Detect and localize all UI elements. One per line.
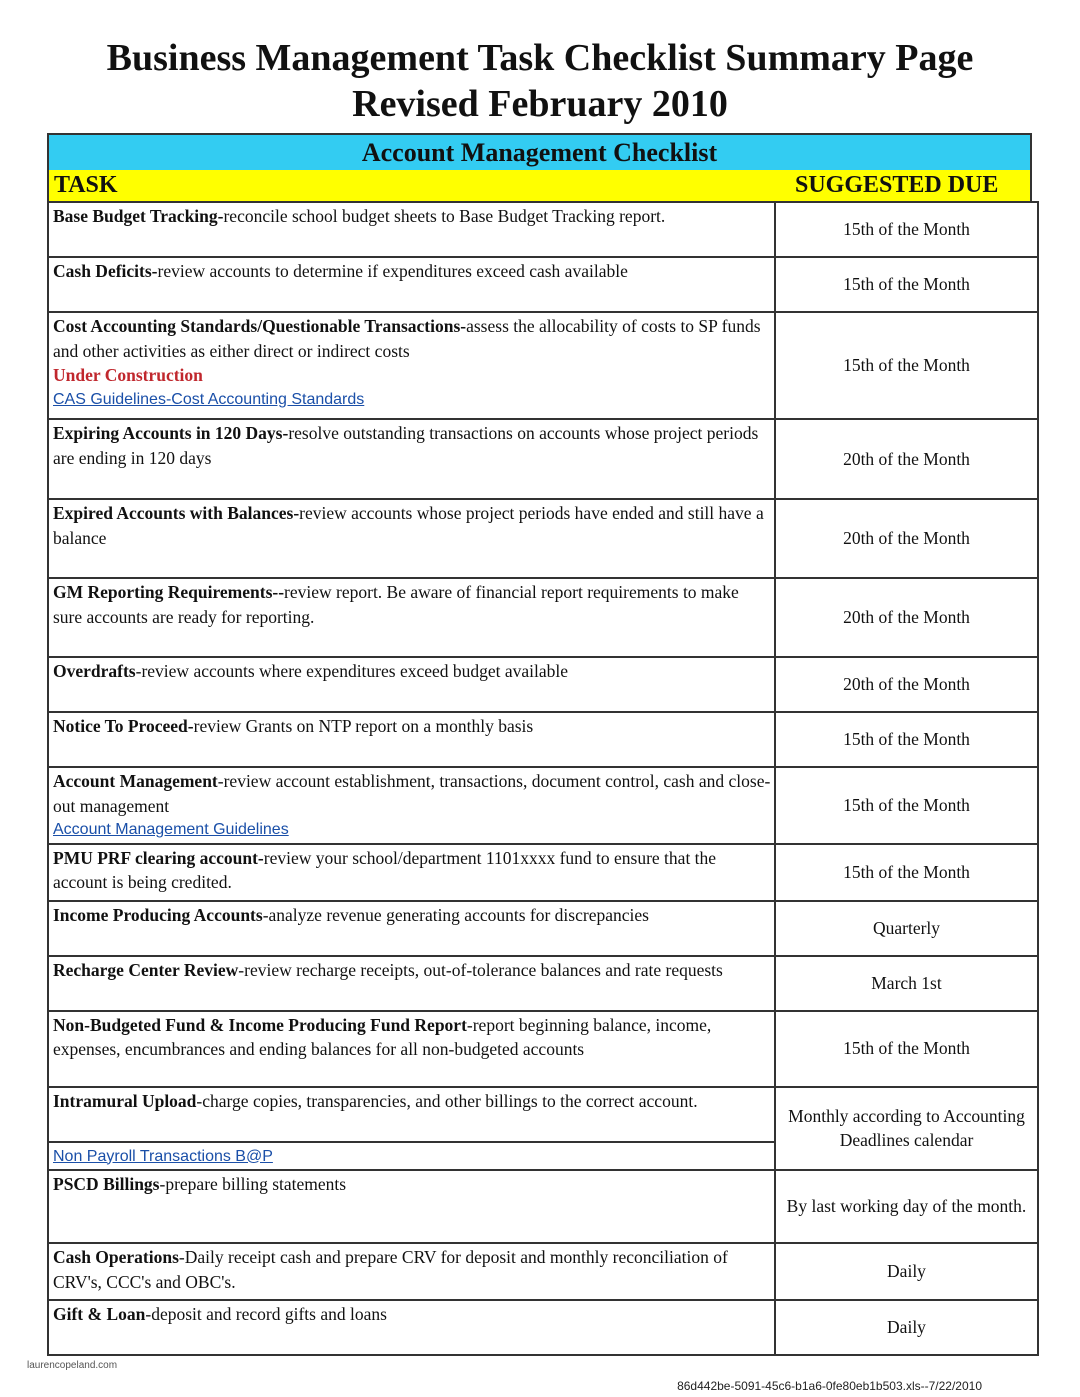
guideline-link[interactable]: CAS Guidelines-Cost Accounting Standards [53, 390, 365, 408]
task-name: Gift & Loan [53, 1304, 146, 1324]
task-description: review your school/department 1101xxxx fund to ensure that the account is being credited. [53, 847, 717, 892]
due-cell: Monthly according to Accounting Deadlines calendar [775, 1087, 1038, 1171]
task-cell [48, 499, 775, 578]
task-cell [48, 1087, 775, 1142]
due-cell: 15th of the Month [775, 712, 1038, 767]
file-reference: 86d442be-5091-45c6-b1a6-0fe80eb1b503.xls--7/22/2010 [677, 1379, 982, 1393]
task-cell [48, 419, 775, 499]
table-row [48, 499, 1038, 578]
table-row [48, 419, 1038, 499]
task-cell [48, 901, 775, 956]
task-name: Expired Accounts with Balances- [53, 503, 300, 523]
table-row [48, 901, 1038, 956]
task-description: reconcile school budget sheets to Base Budget Tracking report. [223, 206, 666, 226]
task-cell [48, 844, 775, 901]
task-name: Account Management [53, 771, 218, 791]
task-cell [48, 312, 775, 419]
due-cell: 20th of the Month [775, 499, 1038, 578]
due-cell: 15th of the Month [775, 767, 1038, 844]
due-cell: 15th of the Month [775, 257, 1038, 312]
task-cell [48, 956, 775, 1011]
due-cell: March 1st [775, 956, 1038, 1011]
due-cell: Daily [775, 1243, 1038, 1300]
checklist-sheet [47, 133, 1032, 1356]
task-cell [48, 1011, 775, 1087]
table-row [48, 257, 1038, 312]
task-name: Cash Deficits- [53, 261, 158, 281]
guideline-link[interactable]: Account Management Guidelines [53, 821, 289, 838]
due-cell: 20th of the Month [775, 657, 1038, 712]
task-cell [48, 1300, 775, 1355]
task-description: review report. Be aware of financial report requirements to make sure accounts are ready for reporting. [53, 582, 739, 627]
table-row [48, 1243, 1038, 1300]
table-row [48, 312, 1038, 419]
task-description: -review account establishment, transactions, document control, cash and close-out management [53, 771, 771, 816]
table-row [48, 578, 1038, 657]
table-row [48, 657, 1038, 712]
task-cell [48, 1170, 775, 1243]
task-description: assess the allocability of costs to SP funds and other activities as either direct or indirect costs [53, 316, 761, 361]
task-cell [48, 657, 775, 712]
column-header-task: TASK [54, 172, 118, 198]
page-title: Business Management Task Checklist Summary Page [106, 37, 974, 79]
task-cell [48, 767, 775, 844]
task-description: review accounts to determine if expenditures exceed cash available [157, 261, 628, 281]
task-cell [48, 202, 775, 257]
task-name: GM Reporting Requirements-- [53, 582, 285, 602]
task-name: Base Budget Tracking- [53, 206, 224, 226]
table-row [48, 767, 1038, 844]
task-description: -deposit and record gifts and loans [145, 1304, 387, 1324]
task-cell [48, 257, 775, 312]
task-name: Income Producing Accounts [53, 904, 263, 925]
task-description: -prepare billing statements [159, 1174, 347, 1194]
table-row [48, 202, 1038, 257]
task-description: -review recharge receipts, out-of-tolerance balances and rate requests [238, 959, 723, 980]
table-row [48, 712, 1038, 767]
due-cell: 20th of the Month [775, 419, 1038, 499]
due-cell: 15th of the Month [775, 844, 1038, 901]
table-row [48, 1011, 1038, 1087]
task-description: -Daily receipt cash and prepare CRV for deposit and monthly reconciliation of CRV's, CCC's and OBC's. [53, 1247, 728, 1292]
task-name: Intramural Upload [53, 1090, 197, 1111]
task-name: PSCD Billings [53, 1174, 160, 1194]
task-description: -analyze revenue generating accounts for discrepancies [262, 904, 649, 925]
section-header: Account Management Checklist [47, 133, 1032, 170]
due-cell: Daily [775, 1300, 1038, 1355]
due-cell: 15th of the Month [775, 312, 1038, 419]
page-subtitle: Revised February 2010 [352, 83, 728, 125]
task-cell [48, 578, 775, 657]
due-cell: 20th of the Month [775, 578, 1038, 657]
guideline-link[interactable]: Non Payroll Transactions B@P [53, 1147, 273, 1165]
task-name: Cost Accounting Standards/Questionable Transactions- [53, 316, 467, 336]
link-cell [48, 1142, 775, 1171]
task-description: -charge copies, transparencies, and other billings to the correct account. [196, 1090, 698, 1111]
task-cell [48, 1243, 775, 1300]
task-description: resolve outstanding transactions on accounts whose project periods are ending in 120 days [53, 423, 759, 468]
task-cell [48, 712, 775, 767]
task-name: Cash Operations [53, 1247, 179, 1267]
task-name: Notice To Proceed- [53, 716, 194, 736]
status-note: Under Construction [53, 365, 203, 385]
task-name: Overdrafts [53, 661, 136, 681]
table-row [48, 1087, 1038, 1142]
task-description: -review accounts where expenditures exceed budget available [135, 661, 569, 681]
checklist-table [47, 201, 1039, 1356]
due-cell: Quarterly [775, 901, 1038, 956]
table-row [48, 844, 1038, 901]
task-name: Expiring Accounts in 120 Days- [53, 423, 289, 443]
column-header-row [47, 170, 1032, 201]
table-row [48, 1300, 1038, 1355]
task-name: PMU PRF clearing account- [53, 847, 264, 868]
task-description: review accounts whose project periods have ended and still have a balance [53, 503, 764, 548]
due-cell: By last working day of the month. [775, 1170, 1038, 1243]
table-row [48, 956, 1038, 1011]
task-description: -report beginning balance, income, expenses, encumbrances and ending balances for all non-budgeted accounts [53, 1014, 712, 1059]
watermark-url: laurencopeland.com [27, 1360, 118, 1371]
task-description: review Grants on NTP report on a monthly basis [193, 716, 534, 736]
task-name: Recharge Center Review [53, 959, 239, 980]
due-cell: 15th of the Month [775, 1011, 1038, 1087]
table-row [48, 1170, 1038, 1243]
task-name: Non-Budgeted Fund & Income Producing Fund Report [53, 1014, 467, 1035]
due-cell: 15th of the Month [775, 202, 1038, 257]
column-header-due: SUGGESTED DUE [795, 172, 999, 198]
